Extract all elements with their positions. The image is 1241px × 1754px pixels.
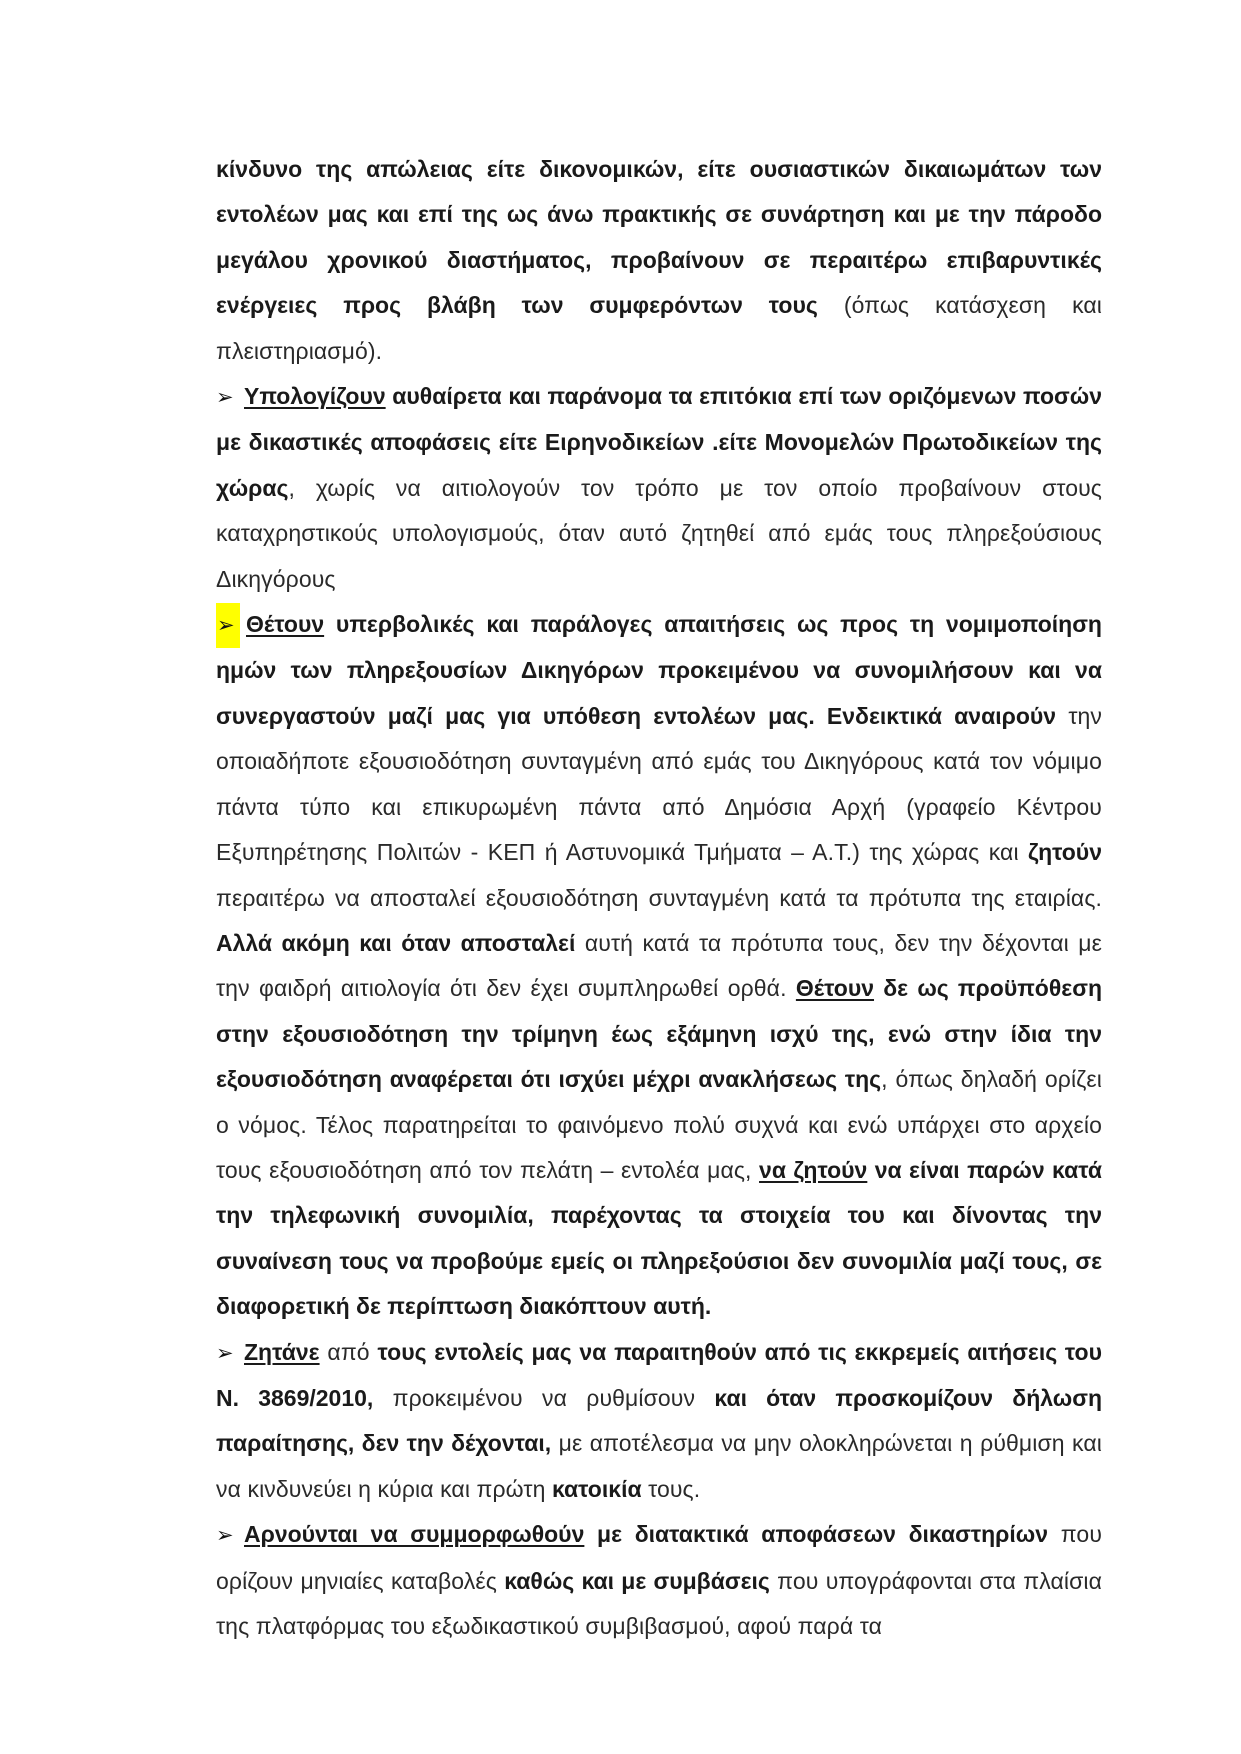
text-run: με αποτέλεσμα να μην ολοκληρώνεται η ρύθμιση και να κινδυνεύει η κύρια και πρώτη xyxy=(216,1430,1102,1502)
bullet-paragraph xyxy=(216,374,1102,602)
text-run: τους. xyxy=(641,1475,701,1502)
arrowhead-bullet-icon: ➢ xyxy=(216,1341,234,1365)
document-body xyxy=(216,147,1102,1649)
bold-text: κατοικία xyxy=(551,1475,642,1502)
text-run: αυτή κατά τα πρότυπα τους, δεν την δέχονται με την φαιδρή αιτιολογία ότι δεν έχει συμπληρωθεί ορθά. xyxy=(216,929,1103,1002)
text-run: την οποιαδήποτε εξουσιοδότηση συνταγμένη από εμάς του Δικηγόρους κατά τον νόμιμο πάντα τύπο και επικυρωμένη πάντα από Δημόσια Αρχή (γραφείο Κέντρου Εξυπηρέτησης Πολιτών - ΚΕΠ ή Αστυνομικά Τμήματα – Α.Τ.) της χώρας και xyxy=(216,702,1103,866)
underlined-bold-text: να ζητούν xyxy=(759,1156,868,1183)
text-run: που υπογράφονται στα πλαίσια της πλατφόρμας του εξωδικαστικού συμβιβασμού, αφού παρά τα xyxy=(216,1567,1102,1639)
bold-text: κίνδυνο της απώλειας είτε δικονομικών, είτε ουσιαστικών δικαιωμάτων των εντολέων μας και επί της ως άνω πρακτικής σε συνάρτηση και με την πάροδο μεγάλου χρονικού διαστήματος, προβαίνουν σε περαιτέρω επιβαρυντικές ενέργειες προς βλάβη των συμφερόντων τους xyxy=(216,156,1102,319)
bold-text: τους εντολείς μας να παραιτηθούν από τις εκκρεμείς αιτήσεις του Ν. 3869/2010, xyxy=(216,1338,1102,1411)
text-run: που ορίζουν μηνιαίες καταβολές xyxy=(216,1521,1102,1594)
bold-text: και όταν προσκομίζουν δήλωση παραίτησης, δεν την δέχονται, xyxy=(216,1384,1102,1457)
text-run: περαιτέρω να αποσταλεί εξουσιοδότηση συνταγμένη κατά τα πρότυπα της εταιρίας. xyxy=(216,884,1102,911)
arrowhead-bullet-icon: ➢ xyxy=(216,386,234,410)
arrowhead-bullet-icon: ➢ xyxy=(216,603,240,648)
bold-text: να είναι παρών κατά την τηλεφωνική συνομιλία, παρέχοντας τα στοιχεία του και δίνοντας την συναίνεση τους να προβούμε εμείς οι πληρεξούσιοι δεν συνομιλία μαζί τους, σε διαφορετική δε περίπτωση διακόπτουν αυτή. xyxy=(216,1156,1103,1320)
bullet-paragraph xyxy=(216,1330,1102,1513)
underlined-bold-text: Θέτουν xyxy=(246,611,325,638)
bold-text: υπερβολικές και παράλογες απαιτήσεις ως προς τη νομιμοποίηση ημών των πληρεξουσίων Δικηγόρων προκειμένου να συνομιλήσουν και να συνεργαστούν μαζί μας για υπόθεση εντολέων μας. Ενδεικτικά αναιρούν xyxy=(216,611,1102,729)
text-run: (όπως κατάσχεση και πλειστηριασμό). xyxy=(216,292,1103,364)
arrowhead-bullet-icon: ➢ xyxy=(216,1524,234,1548)
text-run: , όπως δηλαδή ορίζει ο νόμος. Τέλος παρατηρείται το φαινόμενο πολύ συχνά και ενώ υπάρχει στο αρχείο τους εξουσιοδότηση από τον πελάτη – εντολέα μας, xyxy=(216,1066,1102,1183)
underlined-bold-text: Θέτουν xyxy=(795,975,875,1002)
underlined-bold-text: Υπολογίζουν xyxy=(244,383,386,410)
text-run: , χωρίς να αιτιολογούν τον τρόπο με τον οποίο προβαίνουν στους καταχρηστικούς υπολογισμούς, όταν αυτό ζητηθεί από εμάς τους πληρεξούσιους Δικηγόρους xyxy=(216,474,1102,592)
bold-text: δε ως προϋπόθεση στην εξουσιοδότηση την τρίμηνη έως εξάμηνη ισχύ της, ενώ στην ίδια την εξουσιοδότηση αναφέρεται ότι ισχύει μέχρι ανακλήσεως της xyxy=(216,975,1102,1093)
bold-text: ζητούν xyxy=(1028,839,1102,866)
bullet-paragraph xyxy=(216,602,1102,1330)
text-run: προκειμένου να ρυθμίσουν xyxy=(373,1384,715,1411)
underlined-bold-text: Ζητάνε xyxy=(244,1338,320,1365)
bold-text: αυθαίρετα και παράνομα τα επιτόκια επί των οριζόμενων ποσών με δικαστικές αποφάσεις είτε Ειρηνοδικείων .είτε Μονομελών Πρωτοδικείων της χώρας xyxy=(216,383,1102,501)
bold-text: με διατακτικά αποφάσεων δικαστηρίων xyxy=(584,1521,1049,1548)
underlined-bold-text: Αρνούνται να συμμορφωθούν xyxy=(244,1521,585,1548)
bold-text: Αλλά ακόμη και όταν αποσταλεί xyxy=(216,929,576,956)
bold-text: καθώς και με συμβάσεις xyxy=(504,1567,770,1594)
paragraph xyxy=(216,147,1102,374)
bullet-paragraph xyxy=(216,1512,1102,1649)
text-run: από xyxy=(319,1338,378,1365)
